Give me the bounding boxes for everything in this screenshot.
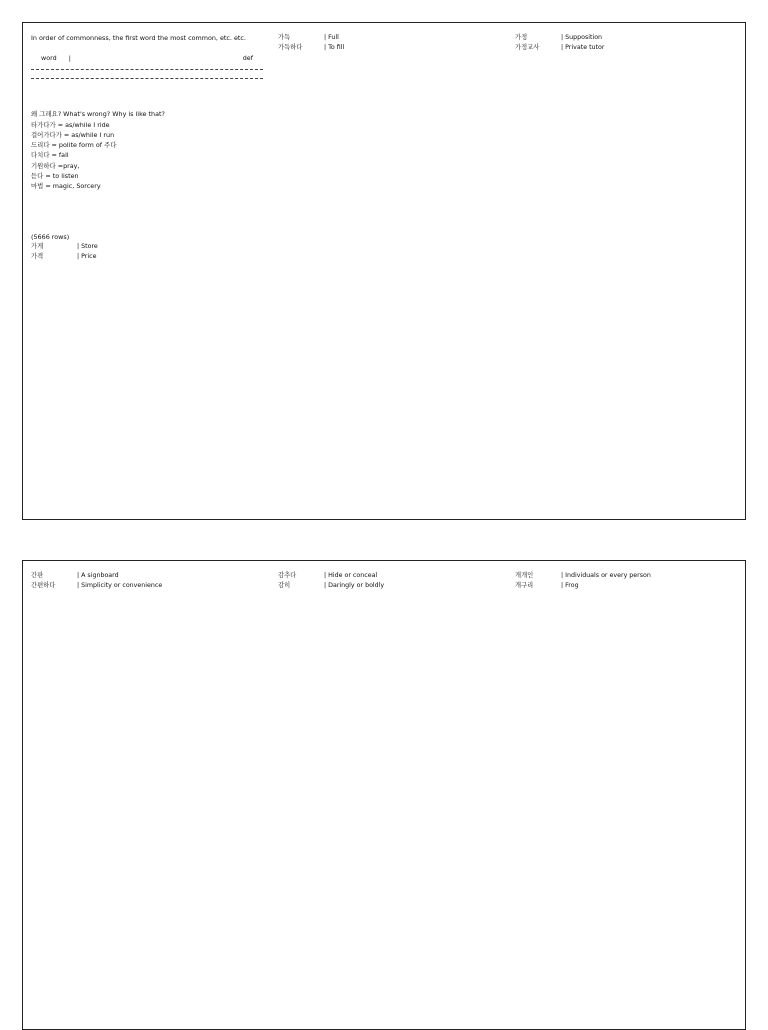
list-item [31, 252, 263, 262]
page1-column-1 [31, 33, 263, 263]
entry-word: 개개인 [515, 572, 534, 579]
entry-word: 가득 [278, 34, 291, 41]
intro-text: In order of commonness, the first word the most common, etc. etc. [31, 34, 246, 42]
entry-definition: | Price [77, 253, 97, 261]
list-item [515, 33, 741, 43]
entry-definition: | Supposition [561, 34, 603, 41]
entry-word: 간편하다 [31, 582, 56, 590]
entry-list [31, 242, 263, 263]
row-count: (5666 rows) [31, 232, 70, 241]
entry-definition: | Private tutor [561, 44, 605, 52]
entry-word: 간판 [31, 572, 44, 579]
divider [31, 78, 263, 79]
entry-definition: | Simplicity or convenience [77, 582, 163, 590]
note-line: 다치다 = fall [31, 151, 69, 160]
entry-definition: | A signboard [77, 572, 119, 579]
page-2 [22, 560, 746, 1030]
entry-word: 가정 [515, 34, 528, 41]
note-line: 마법 = magic, Sorcery [31, 182, 101, 191]
note-line: 타가다가 = as/while I ride [31, 120, 110, 129]
list-item [515, 581, 741, 591]
page2-column-1 [31, 571, 271, 592]
page2-column-2 [278, 571, 508, 592]
entry-word: 가득하다 [278, 44, 303, 52]
page1-column-3 [515, 33, 741, 54]
entry-definition: | Individuals or every person [561, 572, 651, 579]
page1-column-2 [278, 33, 503, 54]
list-item [278, 571, 508, 581]
page-1 [22, 22, 746, 520]
entry-definition: | Store [77, 242, 98, 250]
list-item [278, 33, 503, 43]
header-def: def [242, 54, 253, 62]
entry-word: 가정교사 [515, 44, 540, 52]
notes-list [31, 109, 263, 191]
list-item [278, 43, 503, 53]
entry-word: 가게 [31, 242, 44, 250]
list-item [31, 242, 263, 252]
table-header [31, 53, 263, 63]
entry-definition: | Frog [561, 582, 579, 590]
note-line: 듣다 = to listen [31, 172, 79, 181]
entry-definition: | Daringly or boldly [324, 582, 385, 590]
divider [31, 69, 263, 70]
list-item [515, 43, 741, 53]
entry-word: 개구리 [515, 582, 534, 590]
header-separator: | [68, 54, 71, 62]
list-item [278, 581, 508, 591]
note-line: 드리다 = polite form of 주다 [31, 141, 117, 150]
entry-word: 감히 [278, 582, 291, 590]
page2-column-3 [515, 571, 741, 592]
list-item [515, 571, 741, 581]
entry-word: 가격 [31, 253, 44, 261]
list-item [31, 571, 271, 581]
entry-definition: | Full [324, 34, 339, 41]
note-line: 왜 그래요? What's wrong? Why is like that? [31, 110, 165, 119]
note-line: 기원하다 =pray, [31, 161, 80, 170]
list-item [31, 581, 271, 591]
note-line: 걸어가다가 = as/while I run [31, 130, 115, 139]
entry-definition: | Hide or conceal [324, 572, 378, 579]
entry-definition: | To fill [324, 44, 345, 52]
entry-word: 감추다 [278, 572, 297, 579]
header-word: word [41, 54, 57, 62]
